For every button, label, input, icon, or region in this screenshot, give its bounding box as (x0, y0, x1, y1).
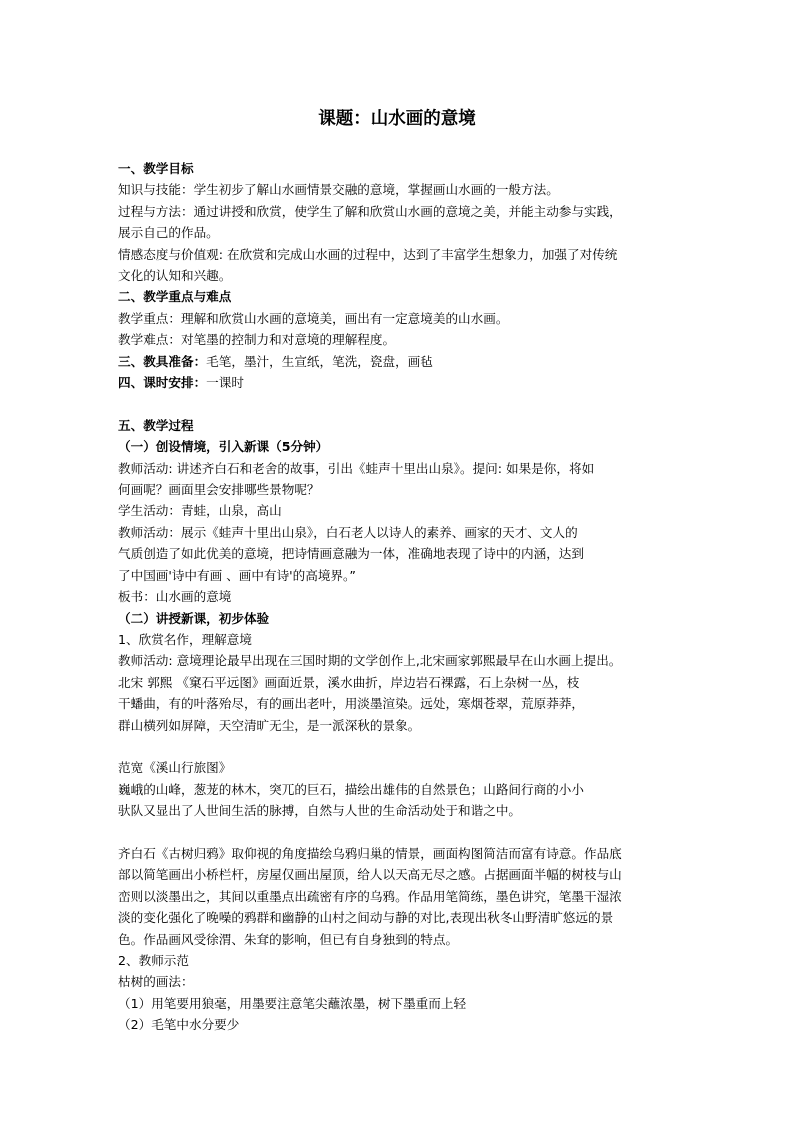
text-line: 气质创造了如此优美的意境，把诗情画意融为一体，准确地表现了诗中的内涵，达到 (118, 546, 584, 562)
text-line: 2、教师示范 (118, 952, 189, 968)
blank-line (118, 736, 680, 757)
line-label: 三、教具准备： (118, 353, 207, 369)
text-line: 教师活动: 意境理论最早出现在三国时期的文学创作上,北宋画家郭熙最早在山水画上提出。 (118, 653, 622, 669)
text-line: 文化的认知和兴趣。 (118, 268, 232, 284)
text-line: 了中国画'诗中有画 、画中有诗'的高境界。” (118, 567, 356, 583)
section-heading: 五、教学过程 (118, 417, 194, 433)
blank-line (118, 393, 680, 414)
text-line: 1、欣赏名作，理解意境 (118, 631, 252, 647)
text-line: 何画呢？画面里会安排哪些景物呢？ (118, 482, 320, 498)
line-value: 毛笔，墨汁，生宣纸，笔洗，瓷盘，画毡 (206, 353, 433, 369)
section-heading: （一）创设情境，引入新课（5分钟） (118, 439, 329, 455)
text-line: 驮队又显出了人世间生活的脉搏，自然与人世的生命活动处于和谐之中。 (118, 803, 521, 819)
document-title: 课题：山水画的意境 (318, 109, 476, 129)
section-heading: 二、教学重点与难点 (118, 289, 232, 305)
text-line: 过程与方法：通过讲授和欣赏，使学生了解和欣赏山水画的意境之美，并能主动参与实践， (118, 203, 622, 219)
text-line: 干蟠曲，有的叶落殆尽，有的画出老叶，用淡墨渲染。远处，寒烟苍翠，荒原莽莽， (118, 696, 584, 712)
text-line: （1）用笔要用狼毫，用墨要注意笔尖蘸浓墨，树下墨重而上轻 (118, 995, 467, 1011)
text-line: 淡的变化强化了晚噪的鸦群和幽静的山村之间动与静的对比,表现出秋冬山野清旷悠远的景 (118, 910, 614, 926)
blank-line (118, 822, 680, 843)
text-line: 北宋 郭熙 《窠石平远图》画面近景，溪水曲折，岸边岩石裸露，石上杂树一丛，枝 (118, 674, 580, 690)
line-value: 一课时 (206, 375, 244, 391)
text-line: 教学难点：对笔墨的控制力和对意境的理解程度。 (118, 332, 396, 348)
text-line: 范宽《溪山行旅图》 (118, 760, 232, 776)
text-line: 色。作品画风受徐渭、朱耷的影响，但已有自身独到的特点。 (118, 931, 459, 947)
text-line: 部以简笔画出小桥栏杆，房屋仅画出屋顶，给人以天高无尽之感。占据画面半幅的树枝与山 (118, 867, 622, 883)
text-line: 板书：山水画的意境 (118, 589, 232, 605)
text-line: 情感态度与价值观: 在欣赏和完成山水画的过程中，达到了丰富学生想象力，加强了对传统 (118, 246, 618, 262)
text-line: 展示自己的作品。 (118, 225, 219, 241)
text-line (118, 351, 680, 372)
text-line: 齐白石《古树归鸦》取仰视的角度描绘乌鸦归巢的情景，画面构图简洁而富有诗意。作品底 (118, 845, 622, 861)
text-line: 教师活动: 讲述齐白石和老舍的故事，引出《蛙声十里出山泉》。提问: 如果是你，将如 (118, 460, 595, 476)
text-line: 教师活动：展示《蛙声十里出山泉》，白石老人以诗人的素养、画家的天才、文人的 (118, 524, 578, 540)
text-line: 群山横列如屏障，天空清旷无尘，是一派深秋的景象。 (118, 717, 421, 733)
section-heading: （二）讲授新课，初步体验 (118, 610, 270, 626)
text-line: 教学重点：理解和欣赏山水画的意境美，画出有一定意境美的山水画。 (118, 310, 509, 326)
text-line: 峦则以淡墨出之，其间以重墨点出疏密有序的乌鸦。作品用笔简练，墨色讲究，笔墨干湿浓 (118, 888, 622, 904)
line-label: 四、课时安排： (118, 375, 207, 391)
text-line: 学生活动：青蛙，山泉，高山 (118, 503, 282, 519)
document-body (118, 158, 680, 1036)
text-line: 知识与技能：学生初步了解山水画情景交融的意境，掌握画山水画的一般方法。 (118, 182, 559, 198)
section-heading: 一、教学目标 (118, 161, 194, 176)
text-line (118, 372, 680, 393)
text-line: （2）毛笔中水分要少 (118, 1017, 240, 1033)
text-line: 巍峨的山峰，葱茏的林木，突兀的巨石，描绘出雄伟的自然景色；山路间行商的小小 (118, 781, 584, 797)
text-line: 枯树的画法： (118, 974, 194, 990)
